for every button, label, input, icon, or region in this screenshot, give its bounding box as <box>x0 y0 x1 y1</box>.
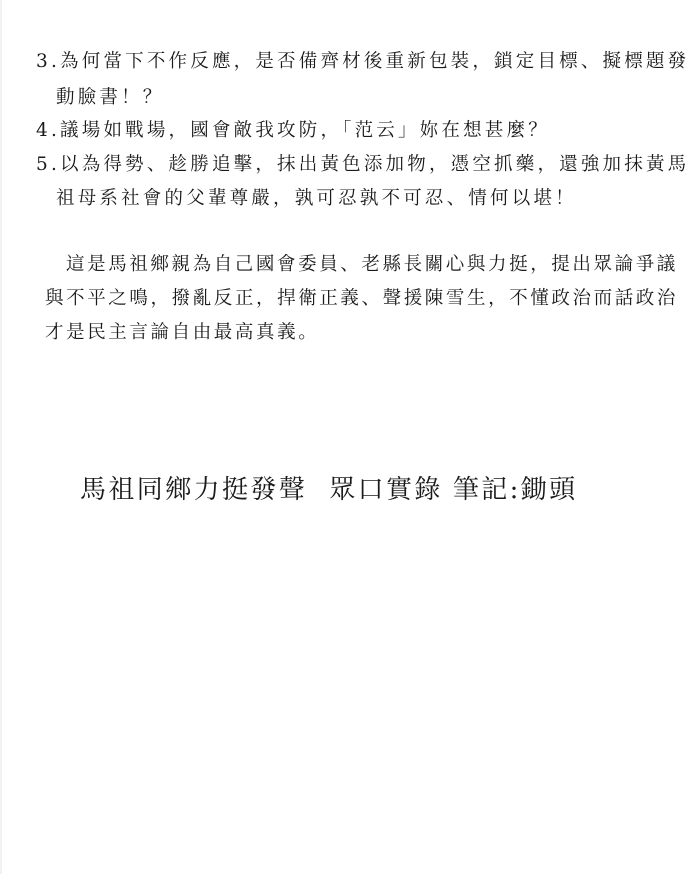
item-5-line-1: 5.以為得勢、趁勝追擊，抹出黃色添加物，憑空抓藥，還強加抹黃馬 <box>36 154 690 175</box>
item-4: 4.議場如戰場，國會敵我攻防，「范云」妳在想甚麼？ <box>36 120 550 141</box>
paragraph-line-1: 這是馬祖鄉親為自己國會委員、老縣長關心與力挺，提出眾論爭議 <box>66 254 678 275</box>
item-3-line-1: 3.為何當下不作反應，是否備齊材後重新包裝，鎖定目標、擬標題發 <box>36 51 690 72</box>
item-5-line-2: 祖母系社會的父輩尊嚴，孰可忍孰不可忍、情何以堪！ <box>56 188 577 209</box>
signature-author: 筆記:鋤頭 <box>452 475 578 505</box>
paragraph-line-3: 才是民主言論自由最高真義。 <box>45 322 320 343</box>
signature-slogan: 馬祖同鄉力挺發聲 <box>80 475 308 505</box>
paragraph-line-2: 與不平之鳴，撥亂反正，捍衛正義、聲援陳雪生，不懂政治而話政治 <box>45 288 679 309</box>
page-edge <box>0 0 2 874</box>
item-3-line-2: 動臉書！？ <box>56 87 165 108</box>
signature-record: 眾口實錄 <box>329 475 443 505</box>
signature-line <box>80 474 578 506</box>
